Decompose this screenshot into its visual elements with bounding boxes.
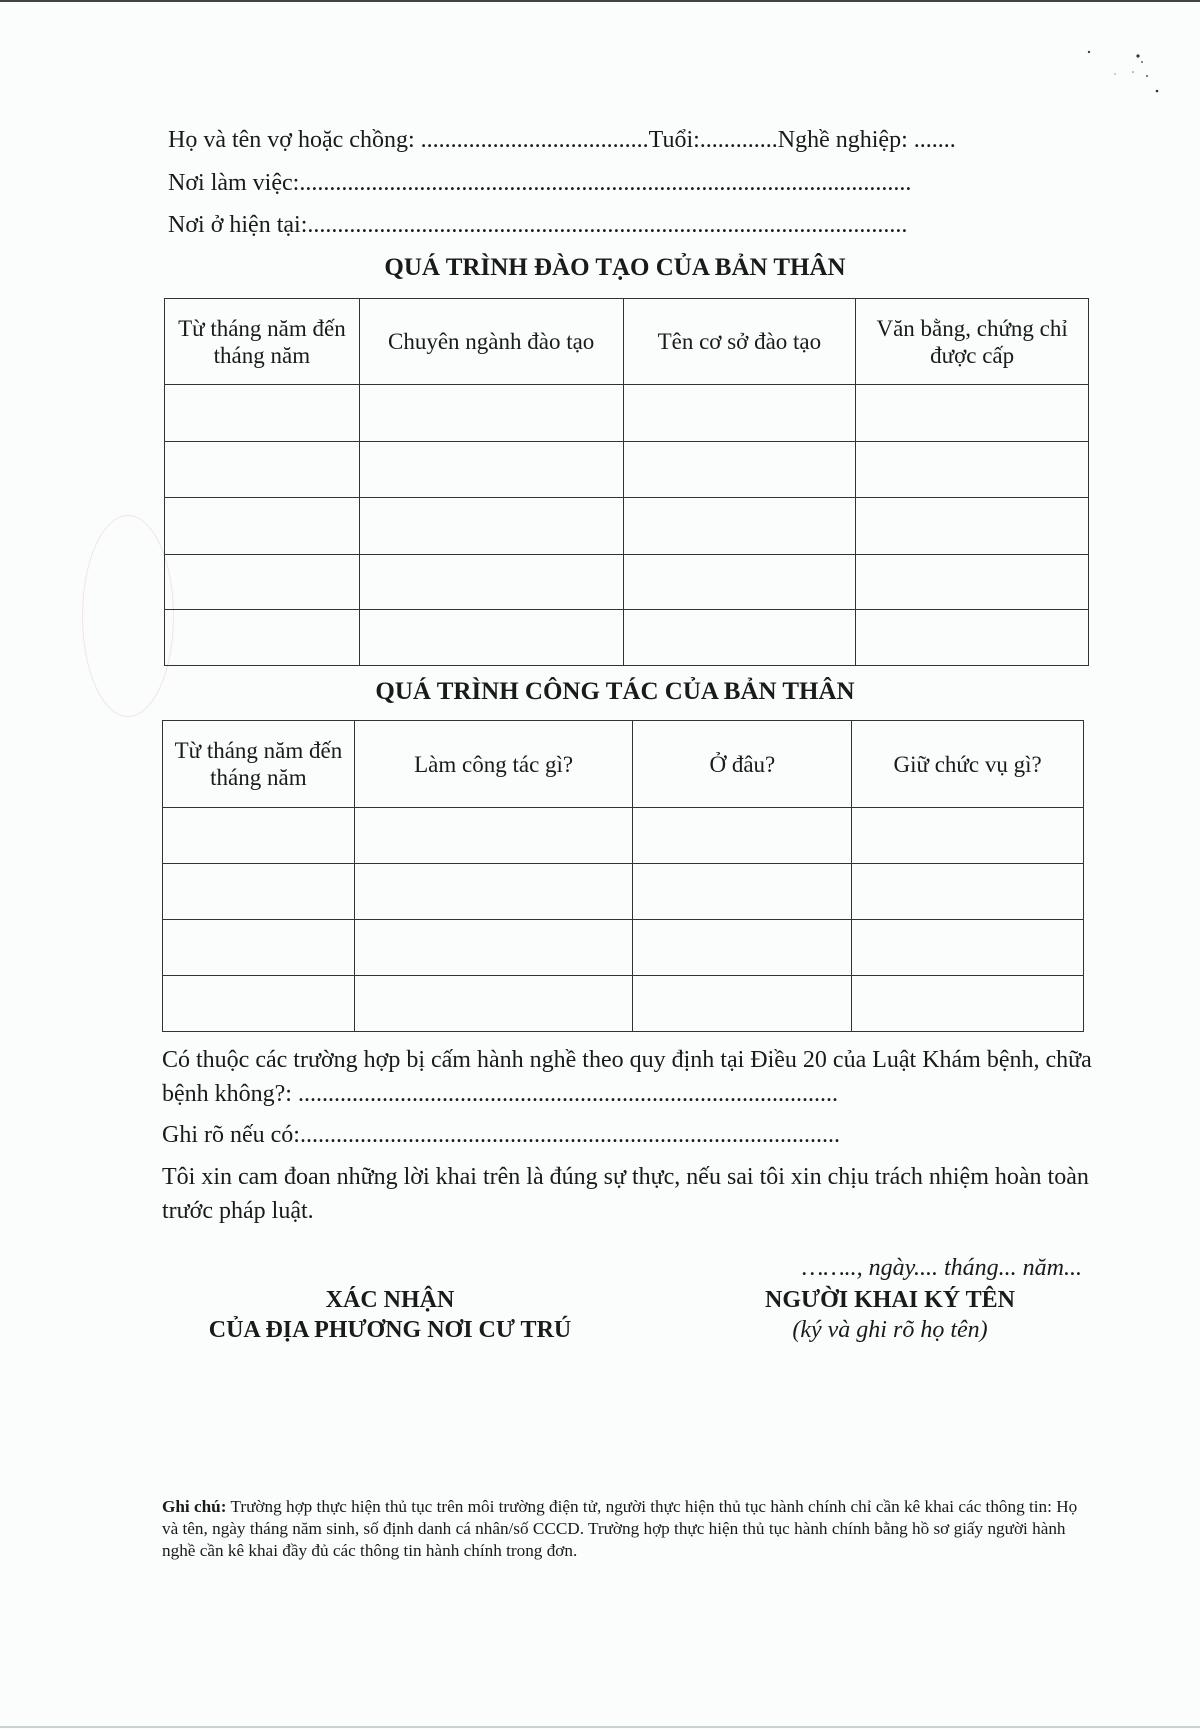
training-cell[interactable]: [165, 385, 360, 442]
prohibition-question: Có thuộc các trường hợp bị cấm hành nghề theo quy định tại Điều 20 của Luật Khám bệnh, chữa bệnh không?: ..........................................................................................: [162, 1047, 1092, 1107]
work-row: [163, 976, 1084, 1032]
residence-line: Nơi ở hiện tại:....................................................................................................: [168, 212, 908, 238]
training-cell[interactable]: [165, 442, 360, 498]
work-row: [163, 864, 1084, 920]
work-cell[interactable]: [633, 808, 852, 864]
work-header-job: Làm công tác gì?: [354, 721, 633, 808]
work-cell[interactable]: [633, 976, 852, 1032]
training-cell[interactable]: [165, 610, 360, 666]
training-cell[interactable]: [165, 498, 360, 555]
training-row: [165, 498, 1089, 555]
training-title: QUÁ TRÌNH ĐÀO TẠO CỦA BẢN THÂN: [384, 254, 846, 281]
footnote: [162, 1496, 1087, 1562]
local-confirmation-title: XÁC NHẬN: [325, 1287, 455, 1313]
training-cell[interactable]: [623, 610, 856, 666]
declarant-instruction: (ký và ghi rõ họ tên): [792, 1317, 988, 1343]
training-cell[interactable]: [856, 442, 1089, 498]
work-cell[interactable]: [354, 920, 633, 976]
footnote-label: Ghi chú:: [162, 1497, 227, 1516]
work-cell[interactable]: [163, 864, 355, 920]
work-cell[interactable]: [852, 920, 1084, 976]
training-header-institution: Tên cơ sở đào tạo: [623, 299, 856, 385]
training-cell[interactable]: [359, 498, 623, 555]
work-cell[interactable]: [163, 976, 355, 1032]
date-line: …….., ngày.... tháng... năm...: [801, 1255, 1082, 1281]
work-title: QUÁ TRÌNH CÔNG TÁC CỦA BẢN THÂN: [375, 678, 855, 705]
training-row: [165, 385, 1089, 442]
training-cell[interactable]: [623, 442, 856, 498]
declarant-title: NGƯỜI KHAI KÝ TÊN: [764, 1287, 1016, 1313]
training-cell[interactable]: [359, 442, 623, 498]
training-cell[interactable]: [856, 498, 1089, 555]
training-cell[interactable]: [856, 610, 1089, 666]
training-header-row: [165, 299, 1089, 385]
work-cell[interactable]: [354, 864, 633, 920]
training-table: [164, 298, 1089, 666]
work-cell[interactable]: [633, 920, 852, 976]
work-row: [163, 920, 1084, 976]
training-row: [165, 555, 1089, 610]
work-header-row: [163, 721, 1084, 808]
local-confirmation-block: [180, 1285, 600, 1345]
work-cell[interactable]: [163, 808, 355, 864]
declarant-signature-block: [690, 1285, 1090, 1345]
work-header-period: Từ tháng năm đến tháng năm: [163, 721, 355, 808]
training-cell[interactable]: [359, 385, 623, 442]
work-cell[interactable]: [852, 808, 1084, 864]
work-header-position: Giữ chức vụ gì?: [852, 721, 1084, 808]
training-row: [165, 442, 1089, 498]
workplace-line: Nơi làm việc:......................................................................................................: [168, 170, 912, 196]
local-confirmation-subtitle: CỦA ĐỊA PHƯƠNG NƠI CƯ TRÚ: [208, 1317, 572, 1343]
training-cell[interactable]: [359, 610, 623, 666]
details-line: Ghi rõ nếu có:..........................................................................................: [162, 1122, 840, 1148]
training-cell[interactable]: [623, 385, 856, 442]
work-cell[interactable]: [852, 976, 1084, 1032]
training-header-degree: Văn bằng, chứng chỉ được cấp: [856, 299, 1089, 385]
training-cell[interactable]: [856, 555, 1089, 610]
footnote-text: Trường hợp thực hiện thủ tục trên môi trường điện tử, người thực hiện thủ tục hành chính chỉ cần kê khai các thông tin: Họ và tên, ngày tháng năm sinh, số định danh cá nhân/số CCCD. Trường hợp thực hiện thủ tục hành chính bằng hồ sơ giấy người hành nghề cần kê khai đầy đủ các thông tin hành chính trong đơn.: [162, 1497, 1078, 1560]
commitment-statement: Tôi xin cam đoan những lời khai trên là đúng sự thực, nếu sai tôi xin chịu trách nhiệm hoàn toàn trước pháp luật.: [162, 1164, 1089, 1224]
training-header-period: Từ tháng năm đến tháng năm: [165, 299, 360, 385]
work-cell[interactable]: [852, 864, 1084, 920]
work-cell[interactable]: [163, 920, 355, 976]
training-cell[interactable]: [623, 555, 856, 610]
training-cell[interactable]: [623, 498, 856, 555]
training-header-major: Chuyên ngành đào tạo: [359, 299, 623, 385]
work-table: [162, 720, 1084, 1032]
work-header-place: Ở đâu?: [633, 721, 852, 808]
training-cell[interactable]: [856, 385, 1089, 442]
work-cell[interactable]: [633, 864, 852, 920]
spouse-info-line: Họ và tên vợ hoặc chồng: ......................................Tuổi:.............Nghề nghiệp: .......: [168, 127, 956, 153]
work-cell[interactable]: [354, 976, 633, 1032]
training-cell[interactable]: [165, 555, 360, 610]
training-cell[interactable]: [359, 555, 623, 610]
training-row: [165, 610, 1089, 666]
work-row: [163, 808, 1084, 864]
work-cell[interactable]: [354, 808, 633, 864]
